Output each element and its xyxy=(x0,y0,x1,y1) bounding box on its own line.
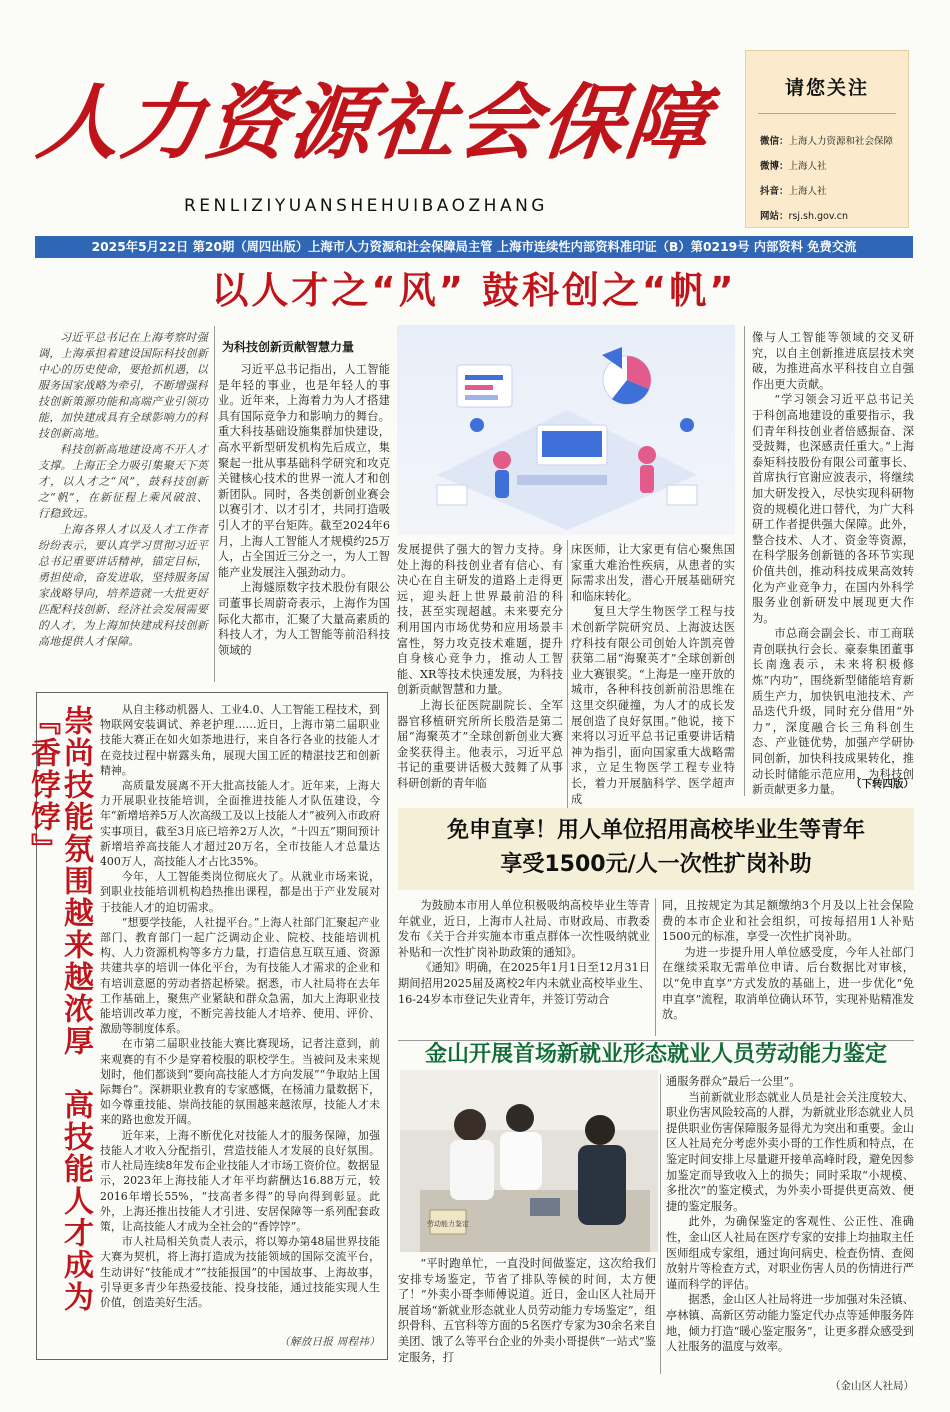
follow-us-item xyxy=(760,204,893,229)
follow-us-box xyxy=(745,50,909,228)
dateline-bar: 2025年5月22日 第20期（周四出版）上海市人力资源和社会保障局主管 上海市连续性内部资料准印证（B）第0219号 内部资料 免费交流 xyxy=(35,236,913,258)
skills-headline: 崇尚技能氛围越来越浓厚 高技能人才成为『香饽饽』 xyxy=(25,705,93,1313)
follow-us-item xyxy=(760,179,893,204)
body-paragraph: 今年，人工智能类岗位彻底火了。从就业市场来说，到职业技能培训机构趋热推出课程，都是出于产业发展对于技能人才的迫切需求。 xyxy=(100,870,380,914)
body-paragraph: 近年来，上海不断优化对技能人才的服务保障，加强技能人才收入分配指引，营造技能人才发展的良好氛围。市人社局连续8年发布企业技能人才市场工资价位。数据显示，2023年上海技能人才年平均薪酬达16.88万元，较2016年增长55%，“技高者多得”的导向得到彰显。此外，上海还推出技能人才引进、安居保障等一系列配套政策，让高技能人才成为全社会的“香饽饽”。 xyxy=(100,1128,380,1233)
follow-us-item xyxy=(760,154,893,179)
lead-headline: 以人才之“风” 鼓科创之“帆” xyxy=(211,269,737,312)
jinshan-byline: （金山区人社局） xyxy=(830,1380,914,1392)
intro-paragraph: 习近平总书记在上海考察时强调，上海承担着建设国际科技创新中心的历史使命，要抢抓机遇，以服务国家战略为牵引，不断增强科技创新策源功能和高端产业引领功能，加快建成具有全球影响力的科技创新高地。 xyxy=(38,331,208,440)
subsidy-column-1 xyxy=(398,898,650,1036)
douyin-value: 上海人社 xyxy=(788,186,827,197)
body-paragraph: 当前新就业形态就业人员是社会关注度较大、职业伤害风险较高的人群，为新就业形态就业人员提供职业伤害保障服务显得尤为突出和重要。金山区人社局充分考虑外卖小哥的工作性质和特点，在鉴定时间安排上尽量避开接单高峰时段，避免因参加鉴定而导致收入上的损失；同时采取“小规模、多批次”的鉴定模式，为外卖小哥提供更高效、便捷的鉴定服务。 xyxy=(666,1090,914,1213)
intro-paragraph: 上海各界人才以及人才工作者纷纷表示，要认真学习贯彻习近平总书记重要讲话精神，锚定目标，勇担使命，奋发进取，坚持服务国家战略导向，培养造就一大批更好匹配科技创新、经济社会发展需要的人才，为上海加快建成科技创新高地提供人才保障。 xyxy=(38,523,208,648)
intro-paragraph: 科技创新高地建设离不开人才支撑。上海正全力吸引集聚天下英才，以人才之“风”，鼓科技创新之“帆”，在新征程上乘风破浪、行稳致远。 xyxy=(38,443,208,520)
body-paragraph: 从自主移动机器人、工业4.0、人工智能工程技术，到物联网安装调试、养老护理……近日，上海市第二届职业技能大赛正在如火如荼地进行，来自各行各业的技能人才在竞技过程中崭露头角，展现大国工匠的精湛技艺和创新精神。 xyxy=(100,703,380,777)
jinshan-column-right xyxy=(666,1074,914,1366)
subsidy-headline-line2: 享受1500元/人一次性扩岗补助 xyxy=(500,852,812,877)
lead-subhead: 为科技创新贡献智慧力量 xyxy=(222,340,355,354)
column-rule xyxy=(214,326,215,682)
lead-column-3 xyxy=(397,542,563,824)
skills-body xyxy=(100,702,380,1332)
body-paragraph: 在市第二届职业技能大赛比赛现场，记者注意到，前来观赛的有不少是穿着校服的职校学生。当被问及未来规划时，他们都谈到“要向高技能人才方向发展”“争取站上国际舞台”。深耕职业教育的专家感慨，在杨浦力量数据下，如今尊重技能、崇尚技能的氛围越来越浓厚，技能人才未来的路也愈发开阔。 xyxy=(100,1037,380,1127)
subsidy-headline-line1: 免申直享！用人单位招用高校毕业生等青年 xyxy=(446,818,865,843)
jinshan-column-left xyxy=(398,1256,656,1374)
body-paragraph: 习近平总书记指出，人工智能是年轻的事业，也是年轻人的事业。近年来，上海着力为人才搭建具有国际竞争力和影响力的舞台。重大科技基础设施集群加快建设，高水平新型研发机构先后成立，集聚起一批从事基础科学研究和攻克关键核心技术的世界一流人才和创新团队。同时，各类创新创业赛会以赛引才、以才引才，共同打造吸引人才的平台矩阵。截至2024年6月，上海人工智能人才规模约25万人，占全国近三分之一，为人工智能产业发展注入强劲动力。 xyxy=(218,363,390,579)
weibo-label: 微博： xyxy=(760,161,789,172)
body-paragraph: 高质量发展离不开大批高技能人才。近年来，上海大力开展职业技能培训，全面推进技能人才队伍建设，今年“新增培养5万人次高级工及以上技能人才”被列入市政府实事项目，截至3月底已培养2万人次，“十四五”期间预计新增培养高技能人才超过20万名，全市技能人才总量达400万人，高技能人才占比35%。 xyxy=(100,779,380,869)
column-rule xyxy=(655,898,656,1036)
subsidy-column-2 xyxy=(662,898,914,1036)
tech-illustration xyxy=(397,325,735,535)
body-paragraph: 为进一步提升用人单位感受度，今年人社部门在继续采取无需单位申请、后台数据比对审核，以“免申直享”方式发放的基础上，进一步优化“免申直享”流程，取消单位确认环节，实现补贴精准发放。 xyxy=(662,945,914,1022)
body-paragraph: 像与人工智能等领域的交叉研究，以自主创新推进底层技术突破，为推进高水平科技自立自强作出更大贡献。 xyxy=(752,331,914,391)
tech-illustration-graphic xyxy=(397,325,735,535)
lead-column-4 xyxy=(571,542,735,824)
douyin-label: 抖音： xyxy=(760,186,789,197)
follow-us-item xyxy=(760,129,893,154)
body-paragraph: 上海长征医院副院长、全军器官移植研究所所长殷浩是第二届“海聚英才”全球创新创业大赛金奖获得主。他表示，习近平总书记的重要讲话极大鼓舞了从事科研创新的青年临 xyxy=(397,698,563,790)
body-paragraph: 发展提供了强大的智力支持。身处上海的科技创业者有信心、有决心在自主研发的道路上走得更远，迎头赶上世界最前沿的科技，甚至实现超越。未来要充分利用国内市场优势和应用场景丰富性，努力攻克技术难题，提升自身核心竞争力，推动人工智能、XR等技术快速发展，为科技创新贡献智慧和力量。 xyxy=(397,543,563,697)
body-paragraph: “平时跑单忙，一直没时间做鉴定，这次给我们安排专场鉴定，节省了排队等候的时间，太方便了！”外卖小哥李师傅说道。近日，金山区人社局开展首场“新就业形态就业人员劳动能力专场鉴定”，组织骨科、五官科等方面的5名医疗专家为30余名来自美团、饿了么等平台企业的外卖小哥提供“一站式”鉴定服务，打 xyxy=(398,1257,656,1364)
body-paragraph: 同，且按规定为其足额缴纳3个月及以上社会保险费的本市企业和社会组织，可按每招用1人补贴1500元的标准，享受一次性扩岗补助。 xyxy=(662,899,914,944)
body-paragraph: “想要学技能，人社提平台。”上海人社部门汇聚起产业部门、教育部门一起广泛调动企业、院校、技能培训机构、人力资源机构等多方力量，打造信息互联互通、资源共建共享的培训一体化平台，为有技能人才需求的企业和有培训意愿的劳动者搭起桥梁。据悉，市人社局将在去年工作基础上，聚焦产业紧缺和群众急需，加大上海职业技能培训改革力度，不断完善技能人才培养、使用、评价、激励等制度体系。 xyxy=(100,915,380,1036)
follow-us-list xyxy=(760,129,893,229)
column-rule xyxy=(744,326,745,796)
lead-column-2 xyxy=(218,362,390,682)
follow-us-title: 请您关注 xyxy=(784,77,869,99)
website-value[interactable]: rsj.sh.gov.cn xyxy=(788,211,849,222)
body-paragraph: 床医师，让大家更有信心聚焦国家重大难治性疾病，从患者的实际需求出发，潜心开展基础研究和临床转化。 xyxy=(571,543,735,603)
body-paragraph: 市人社局相关负责人表示，将以筹办第48届世界技能大赛为契机，将上海打造成为技能领域的国际交流平台，生动讲好“技能成才”“技能报国”的中国故事、上海故事，引导更多青少年热爱技能、投身技能，通过技能实现人生价值，创造美好生活。 xyxy=(100,1235,380,1309)
wechat-label: 微信： xyxy=(760,136,789,147)
column-rule xyxy=(660,1074,661,1374)
column-rule xyxy=(567,540,568,822)
continued-note[interactable]: （下转四版） xyxy=(851,778,914,790)
body-paragraph: 为鼓励本市用人单位积极吸纳高校毕业生等青年就业，近日，上海市人社局、市财政局、市教委发布《关于合并实施本市重点群体一次性吸纳就业补贴和一次性扩岗补助政策的通知》。 xyxy=(398,899,650,959)
wechat-value: 上海人力资源和社会保障 xyxy=(788,136,894,147)
photo-desk-sign: 劳动能力鉴定 xyxy=(427,1220,469,1228)
lead-intro xyxy=(38,330,208,680)
masthead-pinyin: RENLIZIYUANSHEHUIBAOZHANG xyxy=(184,196,548,216)
body-paragraph: 此外，为确保鉴定的客观性、公正性、准确性，金山区人社局在医疗专家的安排上均抽取主任医师组成专家组，通过询问病史、检查伤情、查阅放射片等检查方式，对职业伤害人员的伤情进行严谨而科学的评估。 xyxy=(666,1215,914,1291)
masthead-title: 人力资源社会保障 xyxy=(32,75,716,171)
body-paragraph: “学习领会习近平总书记关于科创高地建设的重要指示，我们青年科技创业者倍感振奋、深受鼓舞，也深感责任重大。”上海泰矩科技股份有限公司董事长、首席执行官谢应波表示，将继续加大研发投入，尽快实现科研物资的规模化进口替代，为广大科研工作者提供强大保障。此外，整合技术、人才、资金等资源，在科学服务创新链的各环节实现价值共创，推动科技成果高效转化为产业竞争力，在国内外科学服务业创新研发中展现更大作为。 xyxy=(752,393,914,625)
jinshan-headline: 金山开展首场新就业形态就业人员劳动能力鉴定 xyxy=(424,1042,887,1067)
skills-byline: （解放日报 周程祎） xyxy=(279,1336,380,1348)
body-paragraph: 《通知》明确，在2025年1月1日至12月31日期间招用2025届及离校2年内未就业高校毕业生、16-24岁本市登记失业青年，并签订劳动合 xyxy=(398,961,650,1006)
body-paragraph: 复旦大学生物医学工程与技术创新学院研究员、上海波达医疗科技有限公司创始人许凯亮曾获第二届“海聚英才”全球创新创业大赛银奖。“上海是一座开放的城市，各种科技创新前沿思维在这里交织碰撞，为人才的成长发展创造了良好氛围。”他说，接下来将以习近平总书记重要讲话精神为指引，面向国家重大战略需求，立足生物医学工程专业特长，着力开展脑科学、医学超声成 xyxy=(571,605,735,806)
website-label: 网站： xyxy=(760,211,789,222)
weibo-value: 上海人社 xyxy=(788,161,827,172)
body-paragraph: 市总商会副会长、市工商联青创联执行会长、豪泰集团董事长南逸表示，未来将积极修炼“内功”，围绕新型储能培育新质生产力，加快钒电池技术、产品迭代升级，同时充分借用“外力”，深度融合长三角科创生态、产业链优势，加强产学研协同创新，加快科技成果转化，推动长时储能示范应用，为科技创新贡献更多力量。 xyxy=(752,627,914,797)
appraisal-photo-graphic xyxy=(400,1070,658,1252)
body-paragraph: 上海燧原数字技术股份有限公司董事长周蔚奇表示，上海作为国际化大都市，汇聚了大量高素质的科技人才，为人工智能等前沿科技领域的 xyxy=(218,581,390,657)
divider xyxy=(758,113,896,114)
appraisal-photo xyxy=(400,1070,658,1252)
body-paragraph: 据悉，金山区人社局将进一步加强对朱泾镇、亭林镇、高新区劳动能力鉴定代办点等延伸服务阵地，倾力打造“暖心鉴定服务”，让更多群众感受到人社服务的温度与效率。 xyxy=(666,1293,914,1354)
body-paragraph: 通服务群众“最后一公里”。 xyxy=(666,1075,801,1088)
